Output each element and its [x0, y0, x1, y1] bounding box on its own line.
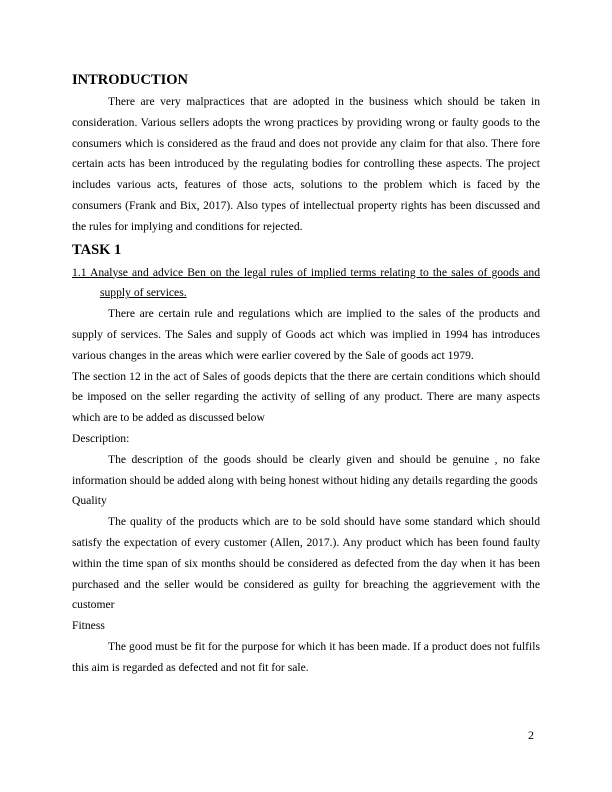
introduction-heading: INTRODUCTION [72, 72, 189, 88]
quality-label: Quality [72, 494, 107, 508]
fitness-label: Fitness [72, 619, 105, 633]
description-label: Description: [72, 431, 130, 445]
description-paragraph: The description of the goods should be clearly given and should be genuine , no fake information should be added along with being honest without hiding any details regarding the goods [72, 452, 540, 487]
page-number: 2 [528, 728, 534, 742]
quality-paragraph: The quality of the products which are to be sold should have some standard which should satisfy the expectation of every customer (Allen, 2017.). Any product which has been found faulty within the time span of six months should be considered as defected from the day when it has been purchased and the seller would be considered as guilty for breaching the aggrievement with the customer [72, 515, 540, 612]
task1-paragraph-2: The section 12 in the act of Sales of goods depicts that the there are certain conditions which should be imposed on the seller regarding the activity of selling of any product. There are many aspects which are to be added as discussed below [72, 369, 540, 425]
document-page [72, 70, 540, 679]
introduction-paragraph: There are very malpractices that are adopted in the business which should be taken in consideration. Various sellers adopts the wrong practices by providing wrong or faulty goods to the consumers which is considered as the fraud and does not provide any claim for that also. There fore certain acts has been introduced by the regulating bodies for controlling these aspects. The project includes various acts, features of those acts, solutions to the problem which is faced by the consumers (Frank and Bix, 2017). Also types of intellectual property rights has been discussed and the rules for implying and conditions for rejected. [72, 95, 540, 233]
fitness-paragraph: The good must be fit for the purpose for which it has been made. If a product does not fulfils this aim is regarded as defected and not fit for sale. [72, 639, 540, 674]
task1-subheading: 1.1 Analyse and advice Ben on the legal rules of implied terms relating to the sales of goods and supply of services. [72, 265, 540, 300]
task1-heading: TASK 1 [72, 241, 122, 258]
task1-paragraph-1: There are certain rule and regulations which are implied to the sales of the products and supply of services. The Sales and supply of Goods act which was implied in 1994 has introduces various changes in the areas which were earlier covered by the Sale of goods act 1979. [72, 307, 540, 362]
